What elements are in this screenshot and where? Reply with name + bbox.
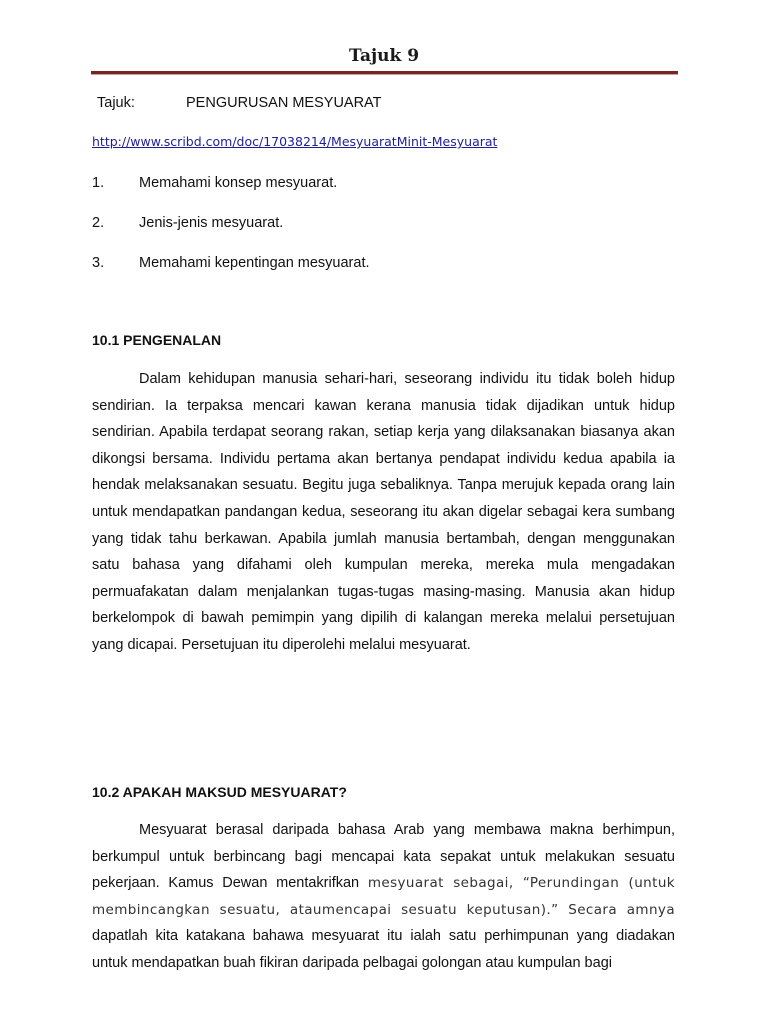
header-divider <box>91 71 678 75</box>
list-item-number: 1. <box>92 175 105 191</box>
list-item-text: Memahami konsep mesyuarat. <box>139 175 338 191</box>
section-heading-introduction: 10.1 PENGENALAN <box>92 332 222 348</box>
section-paragraph-definition <box>92 817 675 977</box>
paragraph-text: Dalam kehidupan manusia sehari-hari, seseorang individu itu tidak boleh hidup sendirian. Ia terpaksa mencari kawan kerana manusia tidak dijadikan untuk hidup sendirian. Apabila terdapat seorang rakan, setiap kerja yang dilaksanakan biasanya akan dikongsi bersama. Individu pertama akan bertanya pendapat individu kedua apabila ia hendak melaksanakan sesuatu. Begitu juga sebaliknya. Tanpa merujuk kepada orang lain untuk mendapatkan pandangan kedua, seseorang itu akan digelar sebagai kera sumbang yang tidak tahu berkawan. Apabila jumlah manusia bertambah, dengan menggunakan satu bahasa yang difahami oleh kumpulan mereka, mereka mula mengadakan permuafakatan dalam menjalankan tugas-tugas masing-masing. Manusia akan hidup berkelompok di bawah pemimpin yang dipilih di kalangan mereka melalui persetujuan yang dicapai. Persetujuan itu diperolehi melalui mesyuarat. <box>92 371 675 653</box>
list-item-text: Memahami kepentingan mesyuarat. <box>139 255 370 271</box>
paragraph-text: Mesyuarat berasal daripada bahasa Arab yang membawa makna berhimpun, berkumpul untuk berbincang bagi mencapai kata sepakat untuk melakukan sesuatu pekerjaan. Kamus Dewan mentakrifkan <box>92 822 675 892</box>
list-item <box>92 174 370 214</box>
list-item-text: Jenis-jenis mesyuarat. <box>139 215 284 231</box>
section-heading-definition: 10.2 APAKAH MAKSUD MESYUARAT? <box>92 784 347 800</box>
topic-label: Tajuk: <box>97 95 135 111</box>
paragraph-text-continued: dapatlah kita katakana bahawa mesyuarat itu ialah satu perhimpunan yang diadakan untuk mendapatkan buah fikiran daripada pelbagai golongan atau kumpulan bagi <box>92 928 675 971</box>
list-item-number: 2. <box>92 215 105 231</box>
objectives-list <box>92 174 370 294</box>
dictionary-quote: mesyuarat sebagai, “Perundingan (untuk membincangkan sesuatu, ataumencapai sesuatu keputusan).” Secara amnya <box>92 875 675 918</box>
list-item <box>92 214 370 254</box>
reference-link[interactable]: http://www.scribd.com/doc/17038214/MesyuaratMinit-Mesyuarat <box>92 134 498 149</box>
topic-row <box>97 94 382 112</box>
list-item <box>92 254 370 294</box>
section-paragraph-introduction <box>92 366 675 659</box>
topic-value: PENGURUSAN MESYUARAT <box>186 95 382 111</box>
page-header-title: Tajuk 9 <box>348 46 420 66</box>
list-item-number: 3. <box>92 255 105 271</box>
